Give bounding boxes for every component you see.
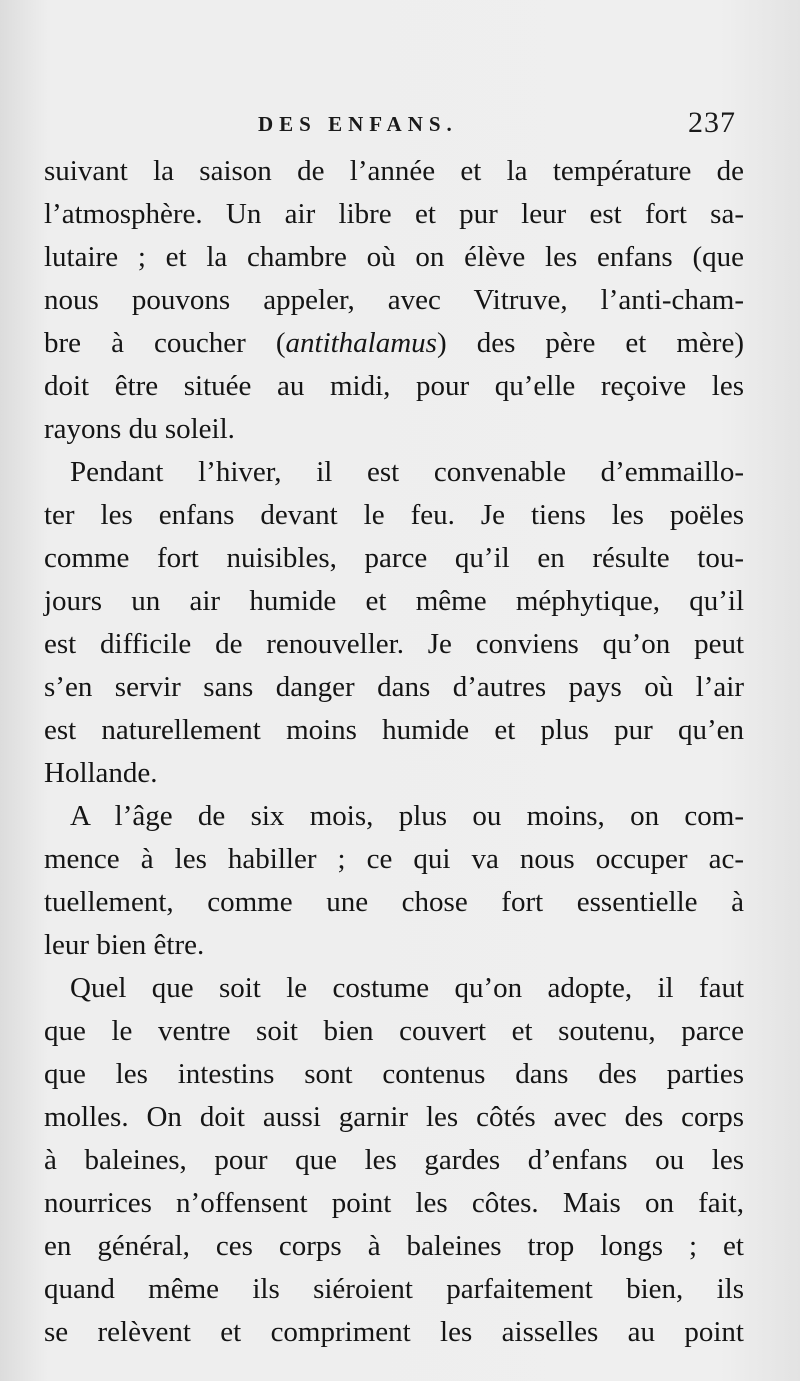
running-title: DES ENFANS.: [258, 112, 458, 136]
paragraph-2: [44, 451, 744, 795]
text-line: que le ventre soit bien couvert et soutenu, parce: [44, 1015, 744, 1047]
text-line: l’atmosphère. Un air libre et pur leur est fort sa-: [44, 198, 744, 230]
text-line: que les intestins sont contenus dans des parties: [44, 1058, 744, 1090]
text-line: à baleines, pour que les gardes d’enfans ou les: [44, 1144, 744, 1176]
text-line: nourrices n’offensent point les côtes. Mais on fait,: [44, 1187, 744, 1219]
text-line: leur bien être.: [44, 929, 205, 961]
text-line: lutaire ; et la chambre où on élève les enfans (que: [44, 241, 744, 273]
text-line: Quel que soit le costume qu’on adopte, il faut: [70, 972, 744, 1004]
paragraph-3: [44, 795, 744, 967]
text-line: A l’âge de six mois, plus ou moins, on com-: [70, 800, 744, 832]
text-line: est difficile de renouveller. Je conviens qu’on peut: [44, 628, 744, 660]
text-line-with-italic: [44, 322, 744, 365]
text-line: comme fort nuisibles, parce qu’il en résulte tou-: [44, 542, 744, 574]
paragraph-4: [44, 967, 744, 1354]
text-line: nous pouvons appeler, avec Vitruve, l’anti-cham-: [44, 284, 744, 316]
paragraph-1: [44, 150, 744, 451]
text-line: jours un air humide et même méphytique, qu’il: [44, 585, 744, 617]
page-header: [44, 108, 744, 144]
text-line: se relèvent et compriment les aisselles au point: [44, 1316, 744, 1348]
text-line: Pendant l’hiver, il est convenable d’emmaillo-: [70, 456, 744, 488]
text-line: rayons du soleil.: [44, 413, 235, 445]
text-fragment: ) des père et mère): [436, 327, 744, 359]
page-number: 237: [688, 106, 736, 139]
text-line: est naturellement moins humide et plus pur qu’en: [44, 714, 744, 746]
text-line: en général, ces corps à baleines trop longs ; et: [44, 1230, 744, 1262]
text-line: s’en servir sans danger dans d’autres pays où l’air: [44, 671, 744, 703]
text-line: tuellement, comme une chose fort essentielle à: [44, 886, 744, 918]
italic-term: antithalamus: [285, 327, 437, 359]
text-line: doit être située au midi, pour qu’elle reçoive les: [44, 370, 744, 402]
text-line: suivant la saison de l’année et la température de: [44, 155, 744, 187]
text-fragment: bre à coucher (: [44, 327, 286, 359]
body-text: [44, 150, 744, 1354]
text-line: ter les enfans devant le feu. Je tiens les poëles: [44, 499, 744, 531]
text-line: mence à les habiller ; ce qui va nous occuper ac-: [44, 843, 744, 875]
text-line: molles. On doit aussi garnir les côtés avec des corps: [44, 1101, 744, 1133]
text-line: Hollande.: [44, 757, 158, 789]
text-line: quand même ils siéroient parfaitement bien, ils: [44, 1273, 744, 1305]
